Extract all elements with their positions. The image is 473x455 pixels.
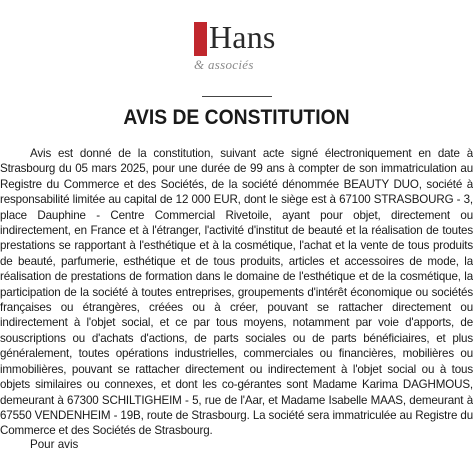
title-divider — [202, 96, 272, 97]
notice-body: Avis est donné de la constitution, suivant acte signé électroniquement en date à Strasbourg du 05 mars 2025, pour une durée de 99 ans à compter de son immatriculation au Registre du Commerce et des Sociétés, de la société dénommée BEAUTY DUO, société à responsabilité limitée au capital de 12 000 EUR, dont le siège est à 67100 STRASBOURG - 3, place Dauphine - Centre Commercial Rivetoile, ayant pour objet, directement ou indirectement, en France et à l'étranger, l'activité d'institut de beauté et la réalisation de toutes prestations se rapportant à l'esthétique et à la cosmétique, l'achat et la vente de tous produits de beauté, parfumerie, esthétique et de tous produits, articles et accessoires de mode, la réalisation de prestations de formation dans le domaine de l'esthétique et de la cosmétique, la participation de la société à toutes entreprises, groupements d'intérêt économique ou sociétés françaises ou étrangères, créées ou à créer, pouvant se rattacher directement ou indirectement à l'objet social, et ce par tous moyens, notamment par voie d'apports, de souscriptions ou d'achats d'actions, de parts sociales ou de parts bénéficiaires, et plus généralement, toutes opérations industrielles, commerciales ou financières, mobilières ou immobilières, pouvant se rattacher directement ou indirectement à l'objet social ou à tous objets similaires ou connexes, et dont les co-gérantes sont Madame Karima DAGHMOUS, demeurant à 67300 SCHILTIGHEIM - 5, rue de l'Aar, et Madame Isabelle MAAS, demeurant à 67550 VENDENHEIM - 19B, route de Strasbourg. La société sera immatriculée au Registre du Commerce et des Sociétés de Strasbourg. — [0, 147, 473, 438]
hans-associes-logo — [186, 8, 288, 80]
logo-subtitle: & associés — [194, 57, 254, 72]
notice-title: AVIS DE CONSTITUTION — [123, 106, 350, 129]
logo-name: Hans — [209, 19, 276, 55]
notice-closing: Pour avis — [30, 438, 79, 451]
logo-red-bar — [194, 22, 207, 56]
